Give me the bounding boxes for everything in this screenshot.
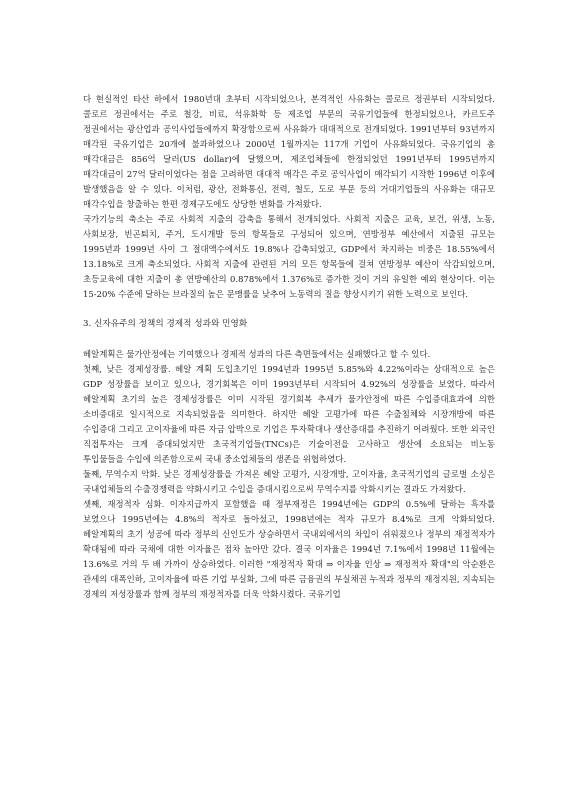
- paragraph-real-plan-intro: 헤알계획은 물가안정에는 기여했으나 경제적 성과의 다른 측면들에서는 실패했다고 할 수 있다.: [83, 349, 431, 359]
- paragraph-fiscal-deficit: 셋째, 재정적자 심화. 이자지급까지 포함했을 때 정부재정은 1994년에는 GDP의 0.5%에 달하는 흑자를 보였으나 1995년에는 4.8%의 적자로 돌아섰고, 1998년에는 적자 규모가 8.4%로 크게 악화되었다. 헤알계획의 초기 성공에 따라 정부의 신인도가 상승하면서 국내외에서의 차입이 쉬워졌으나 정부의 재정적자가 확대됨에 따라 국채에 대한 이자율은 점차 높아만 갔다. 결국 이자율은 1994년 7.1%에서 1998년 11월에는 13.6%로 거의 두 배 가까이 상승하였다. 이러한 "재정적자 확대 ⇒ 이자율 인상 ⇒ 재정적자 확대"의 악순환은 관세의 대폭인하, 고이자율에 따른 기업 부실화, 그에 따른 금융권의 부실채권 누적과 정부의 재정지원, 지속되는 경제의 저성장률과 함께 정부의 재정적자를 더욱 악화시켰다. 국유기업: [83, 499, 495, 599]
- paragraph-low-growth: 첫째, 낮은 경제성장률. 헤알 계획 도입초기인 1994년과 1995년 5.85%와 4.22%이라는 상대적으로 높은 GDP 성장률을 보이고 있으나, 경기회복은 이미 1993년부터 시작되어 4.92%의 성장률을 보였다. 따라서 헤알계획 초기의 높은 경제성장률은 이미 시작된 경기회복 추세가 물가안정에 따른 수입증대효과에 의한 소비증대로 일시적으로 지속되었음을 의미한다. 하지만 헤알 고평가에 따른 수출침체와 시장개방에 따른 수입증대 그리고 고이자율에 따른 자금 압박으로 기업은 투자확대나 생산증대를 추진하기 어려웠다. 또한 외국인 직접투자는 크게 증대되었지만 초국적기업들(TNCs)은 기술이전을 고사하고 생산에 소요되는 비노동 투입물들을 수입에 의존함으로써 국내 중소업체들의 생존을 위협하였다.: [83, 364, 495, 464]
- section-heading: 3. 신자유주의 정책의 경제적 성과와 민영화: [83, 319, 248, 329]
- paragraph-trade-balance: 둘째, 무역수지 악화. 낮은 경제성장률을 가져온 헤알 고평가, 시장개방, 고이자율, 초국적기업의 글로벌 소싱은 국내업체들의 수출경쟁력을 약화시키고 수입을 증대시킴으로써 무역수지를 악화시키는 결과도 가져왔다.: [83, 469, 495, 494]
- paragraph-privatization: 다 현실적인 타산 하에서 1980년대 초부터 시작되었으나, 본격적인 사유화는 콜로르 정권부터 시작되었다. 콜로르 정권에서는 주로 철강, 비료, 석유화학 등 제조업 부문의 국유기업들에 한정되었으나, 카르도주 정권에서는 광산업과 공익사업들에까지 확장함으로써 사유화가 대대적으로 전개되었다. 1991년부터 93년까지 매각된 국유기업은 20개에 불과하였으나 2000년 1월까지는 117개 기업이 사유화되었다. 국유기업의 총 매각대금은 856억 달러(US dollar)에 달했으며, 제조업체들에 한정되었던 1991년부터 1995년까지 매각대금이 27억 달러이었다는 점을 고려하면 대대적 매각은 주로 공익사업이 매각되기 시작한 1996년 이후에 발생했음을 알 수 있다. 이처럼, 광산, 전화통신, 전력, 철도, 도로 부문 등의 거대기업들의 사유화는 대규모 매각수입을 창출하는 한편 경제구도에도 상당한 변화를 가져왔다.: [83, 94, 495, 209]
- paragraph-social-spending: 국가기능의 축소는 주로 사회적 지출의 감축을 통해서 전개되었다. 사회적 지출은 교육, 보건, 위생, 노동, 사회보장, 빈곤퇴치, 주거, 도시개발 등의 항목들로 구성되어 있으며, 연방정부 예산에서 지출된 규모는 1995년과 1999년 사이 그 절대액수에서도 19.8%나 감축되었고, GDP에서 차지하는 비중은 18.55%에서 13.18%로 크게 축소되었다. 사회적 지출에 관련된 거의 모든 항목들에 걸쳐 연방정부 예산이 삭감되었으며, 초등교육에 대한 지출이 총 연방예산의 0.878%에서 1.376%로 증가한 것이 거의 유일한 예외 현상이다. 이는 15-20% 수준에 달하는 브라질의 높은 문맹률을 낮추어 노동력의 질을 향상시키기 위한 노력으로 보인다.: [83, 214, 495, 299]
